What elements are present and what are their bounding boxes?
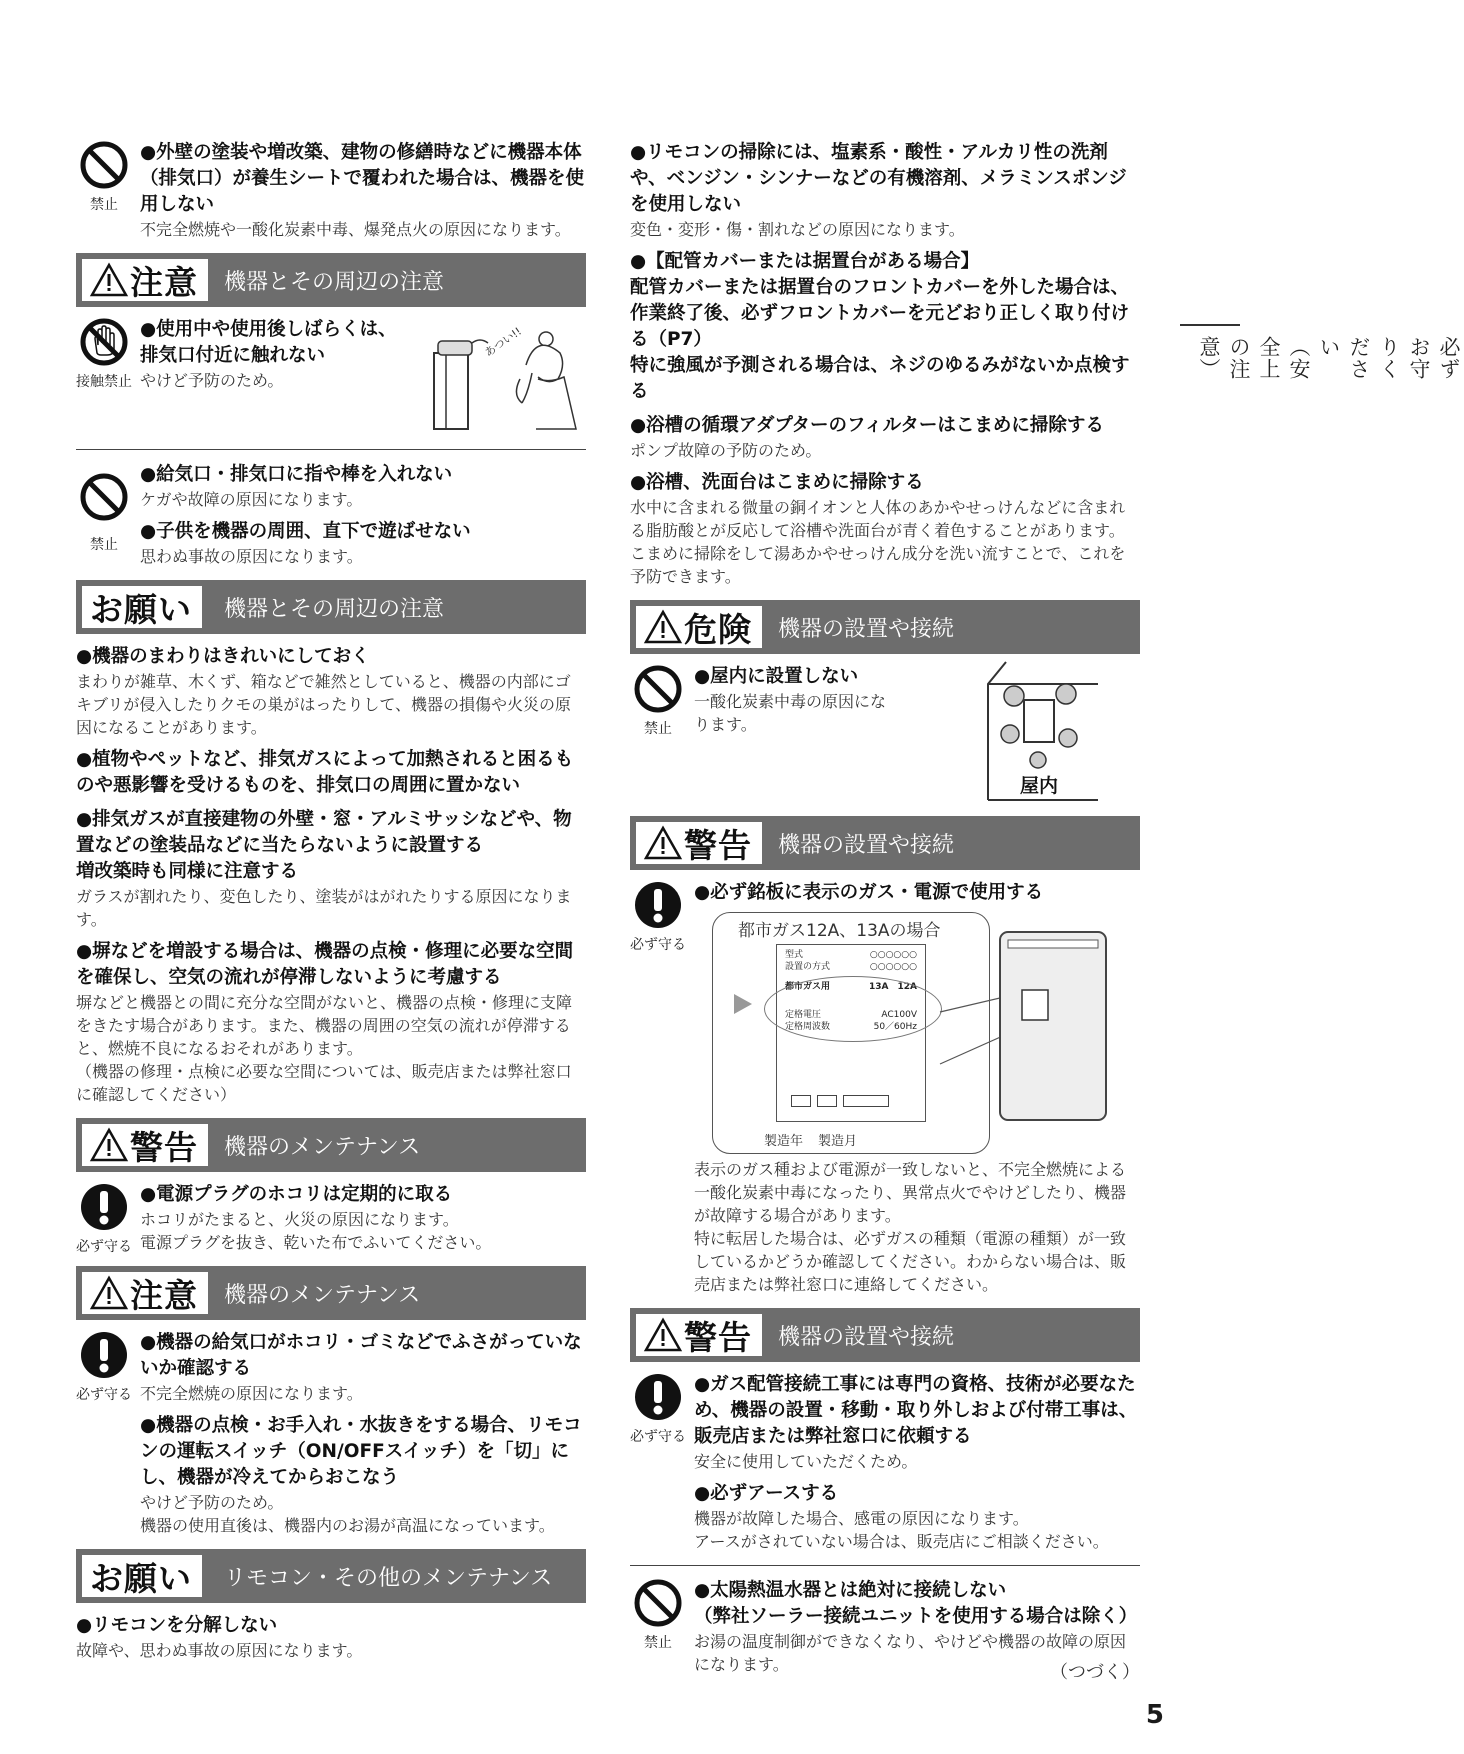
request-banner bbox=[76, 580, 586, 634]
illustration-exclaim: あつい!! bbox=[482, 324, 524, 360]
request-section bbox=[76, 1613, 586, 1662]
caution-label bbox=[82, 1272, 208, 1314]
prohibited-icon bbox=[79, 140, 129, 190]
banner-title: 機器のメンテナンス bbox=[224, 1134, 421, 1160]
prohibition-block-indoor bbox=[630, 664, 1140, 804]
warning-heading: （弊社ソーラー接続ユニットを使用する場合は除く） bbox=[694, 1606, 1138, 1627]
request-text: 塀などと機器との間に充分な空間がないと、機器の点検・修理に支障をきたす場合があります。また、機器の周囲の空気の流れが停滞すると、燃焼不良になるおそれがあります。 bbox=[76, 993, 573, 1058]
request-label bbox=[82, 586, 202, 628]
indoor-illustration bbox=[960, 660, 1100, 804]
divider bbox=[76, 449, 586, 450]
warning-label bbox=[636, 1314, 762, 1356]
warning-text: 一酸化炭素中毒の原因になります。 bbox=[694, 692, 887, 734]
no-touch-icon-wrap bbox=[76, 317, 132, 391]
caution-banner bbox=[76, 1266, 586, 1320]
warning-triangle-icon bbox=[90, 263, 128, 297]
caution-label bbox=[82, 259, 208, 301]
pointer-arrow-icon bbox=[734, 994, 752, 1014]
request-heading: ●機器のまわりはきれいにしておく bbox=[76, 646, 370, 667]
page-number: 5 bbox=[1145, 1700, 1164, 1730]
notice-text: 水中に含まれる微量の銅イオンと人体のあかやせっけんなどに含まれる脂肪酸とが反応して浴槽や洗面台が青く着色することがあります。こまめに掃除をして湯あかやせっけん成分を洗い流すことで、これを予防できます。 bbox=[630, 498, 1126, 586]
prohibited-icon bbox=[633, 664, 683, 714]
mandatory-block-installation bbox=[630, 1372, 1140, 1553]
plate-month-label: 製造月 bbox=[818, 1134, 858, 1149]
mandatory-block-rating-plate bbox=[630, 880, 1140, 1296]
banner-label-text: 警告 bbox=[684, 825, 752, 865]
warning-text: 表示のガス種および電源が一致しないと、不完全燃焼による一酸化炭素中毒になったり、異常点火でやけどしたり、機器が故障する場合があります。 bbox=[694, 1160, 1127, 1225]
danger-label bbox=[636, 606, 762, 648]
warning-banner bbox=[630, 1308, 1140, 1362]
warning-label bbox=[636, 822, 762, 864]
icon-label: 禁止 bbox=[90, 197, 118, 213]
icon-label: 必ず守る bbox=[630, 937, 686, 953]
prohibited-icon-wrap bbox=[76, 140, 132, 214]
icon-label: 禁止 bbox=[644, 1635, 672, 1651]
notice-heading: ●浴槽、洗面台はこまめに掃除する bbox=[630, 472, 924, 493]
prohibition-block-fingers bbox=[76, 462, 586, 568]
warning-label bbox=[82, 1124, 208, 1166]
banner-label-text: お願い bbox=[90, 589, 192, 629]
banner-label-text: 危険 bbox=[684, 609, 752, 649]
notice-text: 変色・変形・傷・割れなどの原因になります。 bbox=[630, 220, 965, 239]
banner-title: 機器のメンテナンス bbox=[224, 1282, 421, 1308]
warning-text: 機器の使用直後は、機器内のお湯が高温になっています。 bbox=[140, 1516, 555, 1535]
banner-label-text: 注意 bbox=[130, 1275, 198, 1315]
warning-text: 機器が故障した場合、感電の原因になります。 bbox=[694, 1509, 1029, 1528]
warning-text: お湯の温度制御ができなくなり、やけどや機器の故障の原因になります。 bbox=[694, 1632, 1127, 1674]
indoor-label: 屋内 bbox=[1020, 775, 1059, 797]
prohibited-icon-wrap bbox=[630, 1578, 686, 1652]
mandatory-icon-wrap bbox=[630, 1372, 686, 1446]
prohibited-icon bbox=[79, 472, 129, 522]
warning-heading: ●給気口・排気口に指や棒を入れない bbox=[140, 464, 453, 485]
mandatory-icon-wrap bbox=[76, 1182, 132, 1256]
request-banner bbox=[76, 1549, 586, 1603]
warning-heading: ●必ず銘板に表示のガス・電源で使用する bbox=[694, 882, 1044, 903]
continued-label: （つづく） bbox=[1050, 1662, 1140, 1683]
warning-text: 安全に使用していただくため。 bbox=[694, 1452, 918, 1471]
banner-title: 機器とその周辺の注意 bbox=[224, 269, 445, 295]
notice-heading: ●リモコンの掃除には、塩素系・酸性・アルカリ性の洗剤や、ベンジン・シンナーなどの有機溶剤、メラミンスポンジを使用しない bbox=[630, 142, 1127, 215]
mandatory-exclamation-icon bbox=[633, 1372, 683, 1422]
warning-heading: ●機器の給気口がホコリ・ゴミなどでふさがっていないか確認する bbox=[140, 1332, 582, 1379]
notice-heading: 特に強風が予測される場合は、ネジのゆるみがないか点検する bbox=[630, 355, 1130, 402]
warning-text: アースがされていない場合は、販売店にご相談ください。 bbox=[694, 1532, 1109, 1551]
rating-plate-figure bbox=[694, 906, 1140, 1158]
banner-title: 機器の設置や接続 bbox=[778, 1324, 955, 1350]
unit-illustration bbox=[938, 926, 1138, 1126]
hot-unit-illustration bbox=[426, 313, 586, 431]
warning-text: 不完全燃焼の原因になります。 bbox=[140, 1384, 363, 1403]
side-tab-text: 必ずお守りください（安全上の注意） bbox=[1197, 336, 1461, 380]
mandatory-exclamation-icon bbox=[79, 1330, 129, 1380]
warning-text: やけど予防のため。 bbox=[140, 371, 284, 390]
highlight-oval bbox=[764, 976, 942, 1042]
prohibition-block-cover bbox=[76, 140, 586, 241]
icon-label: 必ず守る bbox=[76, 1387, 132, 1403]
plate-row-frequency: 定格周波数 50／60Hz bbox=[785, 1022, 917, 1032]
icon-label: 接触禁止 bbox=[76, 374, 132, 390]
request-heading: 増改築時も同様に注意する bbox=[76, 861, 299, 882]
icon-label: 禁止 bbox=[90, 537, 118, 553]
request-heading: ●塀などを増設する場合は、機器の点検・修理に必要な空間を確保し、空気の流れが停滞しないように考慮する bbox=[76, 941, 574, 988]
warning-heading: ●子供を機器の周囲、直下で遊ばせない bbox=[140, 521, 471, 542]
warning-text: ケガや故障の原因になります。 bbox=[140, 490, 363, 509]
notice-heading: ●浴槽の循環アダプターのフィルターはこまめに掃除する bbox=[630, 415, 1104, 436]
mandatory-icon-wrap bbox=[630, 880, 686, 954]
warning-triangle-icon bbox=[90, 1128, 128, 1162]
warning-heading: ●機器の点検・お手入れ・水抜きをする場合、リモコンの運転スイッチ（ON/OFFスイッチ）を「切」にし、機器が冷えてからおこなう bbox=[140, 1415, 582, 1488]
plate-title: 都市ガス12A、13Aの場合 bbox=[738, 921, 941, 941]
warning-triangle-icon bbox=[644, 1318, 682, 1352]
warning-text: ホコリがたまると、火災の原因になります。 bbox=[140, 1210, 459, 1229]
banner-title: リモコン・その他のメンテナンス bbox=[224, 1565, 553, 1591]
side-tab-rule bbox=[1180, 324, 1240, 326]
warning-banner bbox=[76, 1118, 586, 1172]
warning-text: 電源プラグを抜き、乾いた布でふいてください。 bbox=[140, 1233, 492, 1252]
icon-label: 必ず守る bbox=[76, 1239, 132, 1255]
mandatory-exclamation-icon bbox=[633, 880, 683, 930]
warning-triangle-icon bbox=[644, 826, 682, 860]
request-text: 故障や、思わぬ事故の原因になります。 bbox=[76, 1641, 363, 1660]
right-column bbox=[630, 140, 1140, 1676]
warning-text: やけど予防のため。 bbox=[140, 1493, 284, 1512]
request-section bbox=[76, 644, 586, 1106]
warning-banner bbox=[630, 816, 1140, 870]
caution-banner bbox=[76, 253, 586, 307]
banner-label-text: 警告 bbox=[684, 1317, 752, 1357]
request-text: まわりが雑草、木くず、箱などで雑然としていると、機器の内部にゴキブリが侵入したりクモの巣がはったりして、機器の損傷や火災の原因になることがあります。 bbox=[76, 672, 572, 737]
warning-heading: ●太陽熱温水器とは絶対に接続しない bbox=[694, 1580, 1007, 1601]
warning-heading: ●電源プラグのホコリは定期的に取る bbox=[140, 1184, 453, 1205]
plate-row: 型式 ○○○○○○ bbox=[785, 950, 917, 960]
warning-text: 特に転居した場合は、必ずガスの種類（電源の種類）が一致しているかどうか確認してください。わからない場合は、販売店または弊社窓口に連絡してください。 bbox=[694, 1229, 1127, 1294]
warning-heading: ●必ずアースする bbox=[694, 1483, 839, 1504]
no-touch-block bbox=[76, 317, 586, 437]
prohibited-icon bbox=[633, 1578, 683, 1628]
banner-label-text: 警告 bbox=[130, 1127, 198, 1167]
danger-banner bbox=[630, 600, 1140, 654]
mandatory-block-maintenance bbox=[76, 1330, 586, 1537]
plate-row-gas: 都市ガス用 13A 12A bbox=[785, 982, 917, 992]
divider bbox=[630, 1565, 1140, 1566]
warning-heading: ●使用中や使用後しばらくは、排気口付近に触れない bbox=[140, 319, 397, 366]
banner-title: 機器とその周辺の注意 bbox=[224, 596, 445, 622]
plate-row-voltage: 定格電圧 AC100V bbox=[785, 1010, 917, 1020]
warning-triangle-icon bbox=[644, 610, 682, 644]
warning-heading: ●ガス配管接続工事には専門の資格、技術が必要なため、機器の設置・移動・取り外しおよび付帯工事は、販売店または弊社窓口に依頼する bbox=[694, 1374, 1138, 1447]
request-heading: ●リモコンを分解しない bbox=[76, 1615, 278, 1636]
request-label bbox=[82, 1555, 202, 1597]
notice-text: ポンプ故障の予防のため。 bbox=[630, 441, 822, 460]
no-touch-hand-icon bbox=[79, 317, 129, 367]
request-text: ガラスが割れたり、変色したり、塗装がはがれたりする原因になります。 bbox=[76, 887, 572, 929]
mandatory-block-plug bbox=[76, 1182, 586, 1254]
warning-text: 不完全燃焼や一酸化炭素中毒、爆発点火の原因になります。 bbox=[140, 220, 571, 239]
mandatory-icon-wrap bbox=[76, 1330, 132, 1404]
notice-heading: 配管カバーまたは据置台のフロントカバーを外した場合は、作業終了後、必ずフロントカバーを元どおり正しく取り付ける（P7） bbox=[630, 277, 1129, 350]
warning-triangle-icon bbox=[90, 1276, 128, 1310]
request-text: （機器の修理・点検に必要な空間については、販売店または弊社窓口に確認してください） bbox=[76, 1062, 572, 1104]
prohibited-icon-wrap bbox=[76, 472, 132, 554]
request-heading: ●植物やペットなど、排気ガスによって加熱されると困るものや悪影響を受けるものを、排気口の周囲に置かない bbox=[76, 749, 574, 796]
warning-heading: ●外壁の塗装や増改築、建物の修繕時などに機器本体（排気口）が養生シートで覆われた場合は、機器を使用しない bbox=[140, 142, 585, 215]
icon-label: 禁止 bbox=[644, 721, 672, 737]
banner-label-text: お願い bbox=[90, 1558, 192, 1598]
request-heading: ●排気ガスが直接建物の外壁・窓・アルミサッシなどや、物置などの塗装品などに当たらないように設置する bbox=[76, 809, 572, 856]
left-column bbox=[76, 140, 586, 1662]
plate-row: 設置の方式 ○○○○○○ bbox=[785, 962, 917, 972]
icon-label: 必ず守る bbox=[630, 1429, 686, 1445]
remote-cleaning-section bbox=[630, 140, 1140, 588]
banner-label-text: 注意 bbox=[130, 262, 198, 302]
prohibited-icon-wrap bbox=[630, 664, 686, 738]
warning-text: 思わぬ事故の原因になります。 bbox=[140, 547, 363, 566]
plate-year-label: 製造年 bbox=[764, 1134, 804, 1149]
mandatory-exclamation-icon bbox=[79, 1182, 129, 1232]
banner-title: 機器の設置や接続 bbox=[778, 616, 955, 642]
notice-heading: ●【配管カバーまたは据置台がある場合】 bbox=[630, 251, 980, 272]
warning-heading: ●屋内に設置しない bbox=[694, 666, 859, 687]
banner-title: 機器の設置や接続 bbox=[778, 832, 955, 858]
